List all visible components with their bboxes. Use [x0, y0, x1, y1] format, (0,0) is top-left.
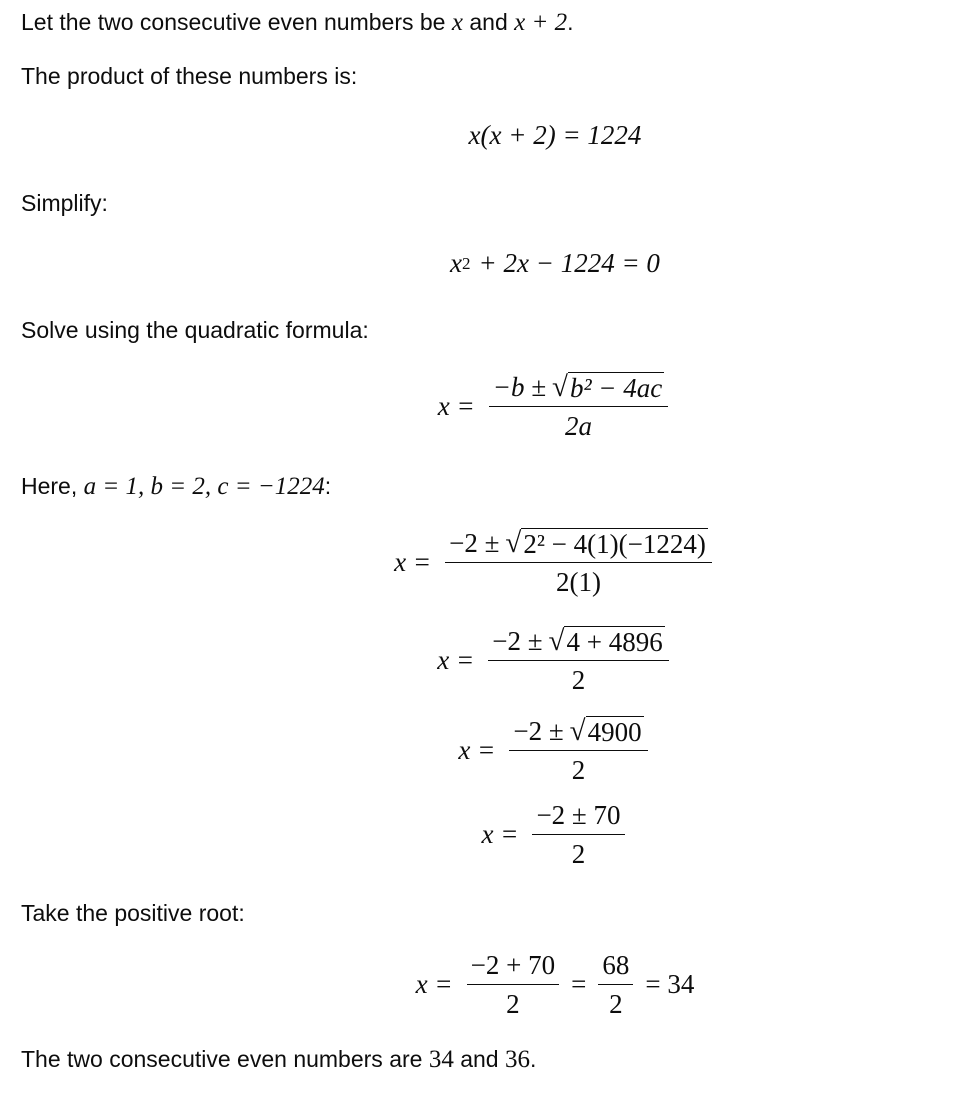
s4-denominator: 2 — [571, 839, 586, 869]
equation-simplified: x 2 + 2x − 1224 = 0 — [450, 248, 660, 278]
radical-icon: √ — [552, 371, 568, 403]
answer-34: 34 — [428, 1046, 454, 1073]
s3-fraction — [509, 716, 647, 785]
s2-num-pre: −2 ± — [492, 626, 543, 656]
qf-radicand: b² − 4ac — [569, 373, 663, 403]
final-fraction-1 — [467, 950, 559, 1019]
s1-num-pre: −2 ± — [449, 528, 500, 558]
s1-lhs: x = — [394, 547, 432, 577]
conclusion-text: The two consecutive even numbers are — [21, 1046, 429, 1072]
step-4 — [0, 800, 980, 869]
s1-sqrt — [505, 528, 707, 558]
answer-36: 36 — [504, 1046, 530, 1073]
s3-denominator: 2 — [571, 755, 586, 785]
radical-icon: √ — [569, 715, 586, 747]
s3-num-pre: −2 ± — [513, 716, 564, 746]
radical-icon: √ — [505, 527, 522, 559]
here-text: Here, — [21, 473, 84, 499]
conclusion-line — [21, 1044, 536, 1075]
qf-fraction — [489, 372, 669, 441]
final-equals: = — [571, 969, 587, 999]
positive-root-line: Take the positive root: — [21, 900, 245, 926]
s3-radicand: 4900 — [587, 717, 642, 747]
final-numerator-1: −2 + 70 — [467, 950, 559, 985]
s4-lhs: x = — [481, 819, 519, 849]
intro-line — [21, 7, 574, 38]
qf-sqrt — [552, 372, 664, 402]
s4-fraction — [532, 800, 624, 869]
qf-denominator: 2a — [564, 411, 592, 441]
step-2 — [0, 626, 980, 695]
quadratic-formula — [0, 372, 980, 441]
final-step — [0, 950, 980, 1019]
s3-numerator — [509, 716, 647, 751]
product-line: The product of these numbers is: — [21, 63, 358, 89]
step-1 — [0, 528, 980, 597]
s3-lhs: x = — [458, 735, 496, 765]
s1-radicand: 2² − 4(1)(−1224) — [523, 529, 706, 559]
s2-denominator: 2 — [571, 665, 586, 695]
coefficients-line — [21, 471, 331, 502]
s4-numerator: −2 ± 70 — [532, 800, 624, 835]
and-text: and — [453, 1046, 505, 1072]
eq2-rest: + 2x − 1224 = 0 — [478, 248, 660, 278]
var-x-plus-2: x + 2 — [514, 9, 568, 36]
radical-icon: √ — [548, 625, 565, 657]
period: . — [567, 9, 574, 35]
var-x: x — [451, 9, 463, 36]
solve-line: Solve using the quadratic formula: — [21, 317, 369, 343]
step-3 — [0, 716, 980, 785]
s2-lhs: x = — [437, 645, 475, 675]
s2-radicand: 4 + 4896 — [566, 627, 663, 657]
colon: : — [324, 473, 332, 499]
qf-num-pre: −b ± — [492, 372, 547, 402]
s1-denominator: 2(1) — [555, 567, 601, 597]
final-lhs: x = — [415, 969, 453, 999]
qf-numerator — [489, 372, 669, 407]
eq2-x: x — [450, 248, 463, 278]
final-numerator-2: 68 — [598, 950, 633, 985]
final-denominator-2: 2 — [609, 989, 623, 1019]
and-text: and — [462, 9, 515, 35]
s2-numerator — [488, 626, 668, 661]
qf-lhs: x = — [437, 391, 475, 421]
s3-sqrt — [570, 716, 644, 746]
s2-sqrt — [549, 626, 665, 656]
final-denominator-1: 2 — [506, 989, 520, 1019]
simplify-line: Simplify: — [21, 190, 108, 216]
s2-fraction — [488, 626, 668, 695]
final-result: = 34 — [645, 969, 695, 999]
intro-text: Let the two consecutive even numbers be — [21, 9, 452, 35]
period: . — [529, 1046, 537, 1072]
equation-product-text: x(x + 2) = 1224 — [468, 120, 642, 150]
coefficient-values: a = 1, b = 2, c = −1224 — [83, 473, 325, 500]
final-fraction-2 — [598, 950, 633, 1019]
s1-numerator — [445, 528, 712, 563]
s1-fraction — [445, 528, 712, 597]
equation-product — [0, 120, 980, 151]
